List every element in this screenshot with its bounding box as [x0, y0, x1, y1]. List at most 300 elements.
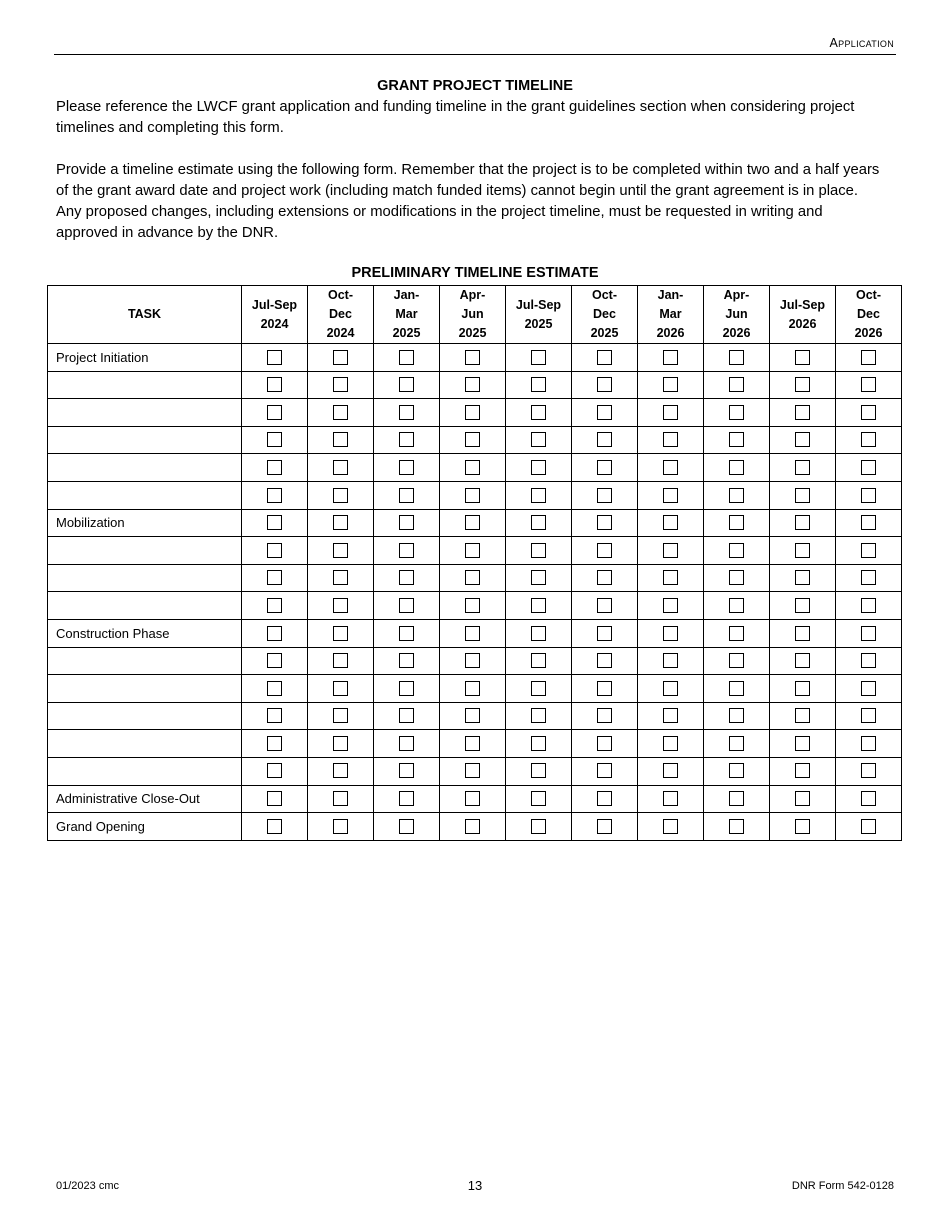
period-checkbox[interactable]: [531, 460, 546, 475]
period-cell: [308, 647, 374, 675]
period-cell: [440, 426, 506, 454]
period-checkbox[interactable]: [729, 405, 744, 420]
period-checkbox[interactable]: [465, 377, 480, 392]
period-checkbox[interactable]: [399, 350, 414, 365]
period-checkbox[interactable]: [663, 653, 678, 668]
period-checkbox[interactable]: [729, 598, 744, 613]
period-checkbox[interactable]: [663, 405, 678, 420]
period-cell: [440, 454, 506, 482]
period-checkbox[interactable]: [597, 405, 612, 420]
period-checkbox[interactable]: [399, 763, 414, 778]
period-checkbox[interactable]: [597, 460, 612, 475]
period-cell: [440, 675, 506, 703]
period-checkbox[interactable]: [399, 377, 414, 392]
period-checkbox[interactable]: [333, 598, 348, 613]
period-checkbox[interactable]: [465, 736, 480, 751]
period-checkbox[interactable]: [663, 708, 678, 723]
table-header-row: [48, 286, 902, 344]
period-checkbox[interactable]: [399, 791, 414, 806]
period-checkbox[interactable]: [795, 460, 810, 475]
period-checkbox[interactable]: [597, 763, 612, 778]
period-checkbox[interactable]: [729, 736, 744, 751]
period-checkbox[interactable]: [729, 543, 744, 558]
period-checkbox[interactable]: [861, 598, 876, 613]
period-checkbox[interactable]: [663, 460, 678, 475]
task-cell[interactable]: [48, 730, 242, 758]
period-checkbox[interactable]: [531, 488, 546, 503]
period-checkbox[interactable]: [465, 350, 480, 365]
period-checkbox[interactable]: [465, 681, 480, 696]
task-cell[interactable]: [48, 371, 242, 399]
task-cell[interactable]: [48, 675, 242, 703]
period-checkbox[interactable]: [531, 570, 546, 585]
period-cell: [836, 785, 902, 813]
period-cell: [572, 702, 638, 730]
table-row: [48, 619, 902, 647]
period-cell: [374, 675, 440, 703]
period-column-header: Apr- Jun 2025: [440, 286, 506, 344]
period-column-header: Jul-Sep 2025: [506, 286, 572, 344]
period-checkbox[interactable]: [531, 543, 546, 558]
period-checkbox[interactable]: [267, 626, 282, 641]
period-checkbox[interactable]: [399, 598, 414, 613]
period-checkbox[interactable]: [333, 350, 348, 365]
period-cell: [242, 619, 308, 647]
period-cell: [440, 619, 506, 647]
period-checkbox[interactable]: [795, 791, 810, 806]
period-cell: [836, 647, 902, 675]
period-cell: [836, 344, 902, 372]
period-cell: [572, 564, 638, 592]
period-cell: [770, 481, 836, 509]
period-checkbox[interactable]: [729, 763, 744, 778]
table-row: [48, 564, 902, 592]
period-checkbox[interactable]: [795, 350, 810, 365]
period-checkbox[interactable]: [465, 598, 480, 613]
period-checkbox[interactable]: [333, 405, 348, 420]
period-checkbox[interactable]: [465, 460, 480, 475]
table-row: [48, 481, 902, 509]
table-row: [48, 454, 902, 482]
period-checkbox[interactable]: [465, 819, 480, 834]
period-checkbox[interactable]: [663, 543, 678, 558]
period-checkbox[interactable]: [267, 488, 282, 503]
period-checkbox[interactable]: [861, 708, 876, 723]
period-checkbox[interactable]: [861, 570, 876, 585]
period-checkbox[interactable]: [861, 626, 876, 641]
period-checkbox[interactable]: [465, 432, 480, 447]
period-checkbox[interactable]: [531, 791, 546, 806]
period-checkbox[interactable]: [333, 653, 348, 668]
period-checkbox[interactable]: [729, 488, 744, 503]
period-cell: [770, 371, 836, 399]
period-cell: [506, 399, 572, 427]
period-cell: [440, 399, 506, 427]
period-checkbox[interactable]: [861, 350, 876, 365]
period-checkbox[interactable]: [267, 653, 282, 668]
period-cell: [506, 592, 572, 620]
period-cell: [638, 564, 704, 592]
period-checkbox[interactable]: [399, 653, 414, 668]
period-cell: [440, 344, 506, 372]
period-cell: [704, 454, 770, 482]
period-checkbox[interactable]: [795, 819, 810, 834]
period-checkbox[interactable]: [465, 763, 480, 778]
period-cell: [308, 730, 374, 758]
period-checkbox[interactable]: [861, 460, 876, 475]
period-checkbox[interactable]: [795, 626, 810, 641]
table-row: [48, 399, 902, 427]
period-checkbox[interactable]: [399, 460, 414, 475]
period-checkbox[interactable]: [333, 791, 348, 806]
period-checkbox[interactable]: [729, 350, 744, 365]
period-checkbox[interactable]: [663, 626, 678, 641]
period-checkbox[interactable]: [663, 763, 678, 778]
period-checkbox[interactable]: [729, 377, 744, 392]
period-checkbox[interactable]: [267, 460, 282, 475]
period-checkbox[interactable]: [267, 681, 282, 696]
period-checkbox[interactable]: [861, 653, 876, 668]
period-checkbox[interactable]: [333, 763, 348, 778]
period-checkbox[interactable]: [597, 377, 612, 392]
period-cell: [704, 564, 770, 592]
period-cell: [242, 730, 308, 758]
table-row: [48, 647, 902, 675]
period-checkbox[interactable]: [267, 708, 282, 723]
table-row: [48, 675, 902, 703]
period-checkbox[interactable]: [729, 432, 744, 447]
period-cell: [572, 454, 638, 482]
period-checkbox[interactable]: [399, 819, 414, 834]
period-checkbox[interactable]: [465, 543, 480, 558]
period-checkbox[interactable]: [795, 763, 810, 778]
period-cell: [770, 426, 836, 454]
period-checkbox[interactable]: [597, 432, 612, 447]
period-cell: [506, 757, 572, 785]
period-cell: [704, 592, 770, 620]
period-checkbox[interactable]: [795, 598, 810, 613]
period-checkbox[interactable]: [597, 708, 612, 723]
period-checkbox[interactable]: [861, 736, 876, 751]
period-checkbox[interactable]: [267, 763, 282, 778]
timeline-body: [48, 344, 902, 841]
period-cell: [770, 537, 836, 565]
period-checkbox[interactable]: [597, 488, 612, 503]
period-checkbox[interactable]: [531, 708, 546, 723]
period-checkbox[interactable]: [531, 681, 546, 696]
period-checkbox[interactable]: [795, 681, 810, 696]
period-checkbox[interactable]: [399, 736, 414, 751]
period-cell: [572, 371, 638, 399]
task-cell[interactable]: Project Initiation: [48, 344, 242, 372]
period-checkbox[interactable]: [531, 405, 546, 420]
period-checkbox[interactable]: [861, 791, 876, 806]
period-checkbox[interactable]: [333, 708, 348, 723]
task-cell[interactable]: Grand Opening: [48, 813, 242, 841]
task-cell[interactable]: [48, 426, 242, 454]
period-checkbox[interactable]: [663, 736, 678, 751]
task-cell[interactable]: [48, 757, 242, 785]
period-checkbox[interactable]: [465, 708, 480, 723]
period-cell: [506, 426, 572, 454]
period-cell: [506, 647, 572, 675]
period-checkbox[interactable]: [465, 791, 480, 806]
period-checkbox[interactable]: [729, 681, 744, 696]
period-checkbox[interactable]: [795, 570, 810, 585]
period-cell: [836, 399, 902, 427]
period-cell: [572, 426, 638, 454]
period-cell: [704, 509, 770, 537]
period-checkbox[interactable]: [531, 653, 546, 668]
period-checkbox[interactable]: [531, 736, 546, 751]
period-checkbox[interactable]: [597, 543, 612, 558]
period-cell: [374, 702, 440, 730]
period-checkbox[interactable]: [861, 377, 876, 392]
period-cell: [836, 675, 902, 703]
period-checkbox[interactable]: [729, 819, 744, 834]
period-checkbox[interactable]: [531, 350, 546, 365]
period-checkbox[interactable]: [729, 708, 744, 723]
period-cell: [704, 619, 770, 647]
period-cell: [374, 785, 440, 813]
period-checkbox[interactable]: [267, 791, 282, 806]
period-cell: [770, 675, 836, 703]
period-checkbox[interactable]: [399, 515, 414, 530]
period-checkbox[interactable]: [663, 598, 678, 613]
period-checkbox[interactable]: [729, 791, 744, 806]
period-checkbox[interactable]: [663, 488, 678, 503]
period-checkbox[interactable]: [399, 432, 414, 447]
period-cell: [836, 509, 902, 537]
period-checkbox[interactable]: [465, 653, 480, 668]
period-checkbox[interactable]: [795, 488, 810, 503]
period-checkbox[interactable]: [333, 626, 348, 641]
period-checkbox[interactable]: [333, 736, 348, 751]
period-cell: [836, 537, 902, 565]
period-column-header: Jul-Sep 2026: [770, 286, 836, 344]
period-cell: [308, 371, 374, 399]
period-cell: [638, 619, 704, 647]
period-checkbox[interactable]: [333, 543, 348, 558]
period-checkbox[interactable]: [663, 681, 678, 696]
period-checkbox[interactable]: [333, 488, 348, 503]
footer-revision: 01/2023 cmc: [56, 1180, 119, 1192]
period-checkbox[interactable]: [267, 598, 282, 613]
period-checkbox[interactable]: [729, 626, 744, 641]
period-cell: [308, 537, 374, 565]
period-checkbox[interactable]: [399, 570, 414, 585]
period-cell: [374, 344, 440, 372]
period-checkbox[interactable]: [795, 736, 810, 751]
period-checkbox[interactable]: [795, 405, 810, 420]
table-row: [48, 592, 902, 620]
period-checkbox[interactable]: [861, 405, 876, 420]
period-checkbox[interactable]: [267, 432, 282, 447]
period-cell: [506, 371, 572, 399]
period-checkbox[interactable]: [267, 350, 282, 365]
period-checkbox[interactable]: [861, 819, 876, 834]
period-cell: [308, 813, 374, 841]
period-cell: [704, 647, 770, 675]
task-cell[interactable]: [48, 481, 242, 509]
task-cell[interactable]: [48, 537, 242, 565]
period-cell: [242, 371, 308, 399]
period-checkbox[interactable]: [861, 488, 876, 503]
period-checkbox[interactable]: [729, 460, 744, 475]
period-checkbox[interactable]: [333, 432, 348, 447]
period-checkbox[interactable]: [597, 626, 612, 641]
period-cell: [572, 757, 638, 785]
period-checkbox[interactable]: [531, 598, 546, 613]
period-checkbox[interactable]: [333, 819, 348, 834]
period-checkbox[interactable]: [531, 763, 546, 778]
period-checkbox[interactable]: [795, 653, 810, 668]
period-cell: [572, 730, 638, 758]
period-cell: [308, 564, 374, 592]
period-checkbox[interactable]: [795, 432, 810, 447]
period-checkbox[interactable]: [861, 763, 876, 778]
period-checkbox[interactable]: [465, 515, 480, 530]
task-cell[interactable]: [48, 592, 242, 620]
period-checkbox[interactable]: [399, 543, 414, 558]
period-checkbox[interactable]: [663, 377, 678, 392]
period-checkbox[interactable]: [267, 405, 282, 420]
period-cell: [506, 675, 572, 703]
period-checkbox[interactable]: [531, 626, 546, 641]
period-checkbox[interactable]: [663, 791, 678, 806]
period-checkbox[interactable]: [399, 681, 414, 696]
period-cell: [704, 702, 770, 730]
period-cell: [836, 592, 902, 620]
period-cell: [572, 537, 638, 565]
period-cell: [374, 509, 440, 537]
task-cell[interactable]: [48, 454, 242, 482]
period-checkbox[interactable]: [465, 405, 480, 420]
period-cell: [572, 344, 638, 372]
period-cell: [770, 509, 836, 537]
task-cell[interactable]: [48, 564, 242, 592]
period-checkbox[interactable]: [531, 819, 546, 834]
period-cell: [242, 702, 308, 730]
period-checkbox[interactable]: [597, 515, 612, 530]
period-checkbox[interactable]: [729, 570, 744, 585]
period-cell: [572, 481, 638, 509]
period-checkbox[interactable]: [333, 570, 348, 585]
period-checkbox[interactable]: [333, 460, 348, 475]
period-checkbox[interactable]: [861, 515, 876, 530]
table-row: [48, 426, 902, 454]
period-checkbox[interactable]: [795, 515, 810, 530]
period-checkbox[interactable]: [597, 819, 612, 834]
period-checkbox[interactable]: [399, 488, 414, 503]
task-cell[interactable]: Administrative Close-Out: [48, 785, 242, 813]
period-checkbox[interactable]: [597, 570, 612, 585]
period-cell: [704, 757, 770, 785]
period-column-header: Jan- Mar 2025: [374, 286, 440, 344]
period-cell: [440, 702, 506, 730]
period-checkbox[interactable]: [399, 708, 414, 723]
period-cell: [638, 592, 704, 620]
period-checkbox[interactable]: [663, 515, 678, 530]
period-checkbox[interactable]: [267, 819, 282, 834]
period-checkbox[interactable]: [597, 791, 612, 806]
period-cell: [704, 675, 770, 703]
period-checkbox[interactable]: [333, 515, 348, 530]
period-checkbox[interactable]: [531, 377, 546, 392]
period-checkbox[interactable]: [795, 377, 810, 392]
task-cell[interactable]: [48, 702, 242, 730]
period-checkbox[interactable]: [531, 515, 546, 530]
period-checkbox[interactable]: [729, 653, 744, 668]
task-cell[interactable]: Construction Phase: [48, 619, 242, 647]
period-checkbox[interactable]: [465, 570, 480, 585]
period-checkbox[interactable]: [663, 350, 678, 365]
period-checkbox[interactable]: [333, 681, 348, 696]
intro-paragraph: Please reference the LWCF grant application and funding timeline in the grant guidelines section when considering project timelines and completing this form.: [56, 99, 855, 136]
period-checkbox[interactable]: [333, 377, 348, 392]
period-cell: [638, 454, 704, 482]
period-checkbox[interactable]: [531, 432, 546, 447]
period-checkbox[interactable]: [597, 681, 612, 696]
period-cell: [374, 564, 440, 592]
period-cell: [770, 702, 836, 730]
period-checkbox[interactable]: [663, 570, 678, 585]
period-checkbox[interactable]: [597, 653, 612, 668]
period-column-header: Apr- Jun 2026: [704, 286, 770, 344]
period-checkbox[interactable]: [267, 377, 282, 392]
task-cell[interactable]: [48, 647, 242, 675]
period-checkbox[interactable]: [399, 626, 414, 641]
period-checkbox[interactable]: [465, 488, 480, 503]
period-checkbox[interactable]: [267, 515, 282, 530]
period-checkbox[interactable]: [267, 543, 282, 558]
period-cell: [308, 592, 374, 620]
period-cell: [638, 481, 704, 509]
period-cell: [506, 619, 572, 647]
period-cell: [770, 344, 836, 372]
period-checkbox[interactable]: [465, 626, 480, 641]
period-checkbox[interactable]: [795, 543, 810, 558]
period-checkbox[interactable]: [597, 598, 612, 613]
task-cell[interactable]: Mobilization: [48, 509, 242, 537]
period-checkbox[interactable]: [399, 405, 414, 420]
period-checkbox[interactable]: [267, 736, 282, 751]
period-cell: [308, 675, 374, 703]
period-cell: [770, 757, 836, 785]
period-cell: [638, 344, 704, 372]
task-cell[interactable]: [48, 399, 242, 427]
period-cell: [308, 344, 374, 372]
period-checkbox[interactable]: [729, 515, 744, 530]
period-checkbox[interactable]: [597, 736, 612, 751]
period-checkbox[interactable]: [861, 681, 876, 696]
period-checkbox[interactable]: [861, 543, 876, 558]
period-cell: [308, 509, 374, 537]
period-cell: [638, 813, 704, 841]
period-checkbox[interactable]: [597, 350, 612, 365]
period-checkbox[interactable]: [795, 708, 810, 723]
table-row: [48, 785, 902, 813]
period-cell: [374, 647, 440, 675]
period-cell: [506, 785, 572, 813]
table-row: [48, 344, 902, 372]
period-cell: [242, 785, 308, 813]
period-checkbox[interactable]: [267, 570, 282, 585]
period-checkbox[interactable]: [861, 432, 876, 447]
period-cell: [506, 344, 572, 372]
period-checkbox[interactable]: [663, 819, 678, 834]
period-checkbox[interactable]: [663, 432, 678, 447]
